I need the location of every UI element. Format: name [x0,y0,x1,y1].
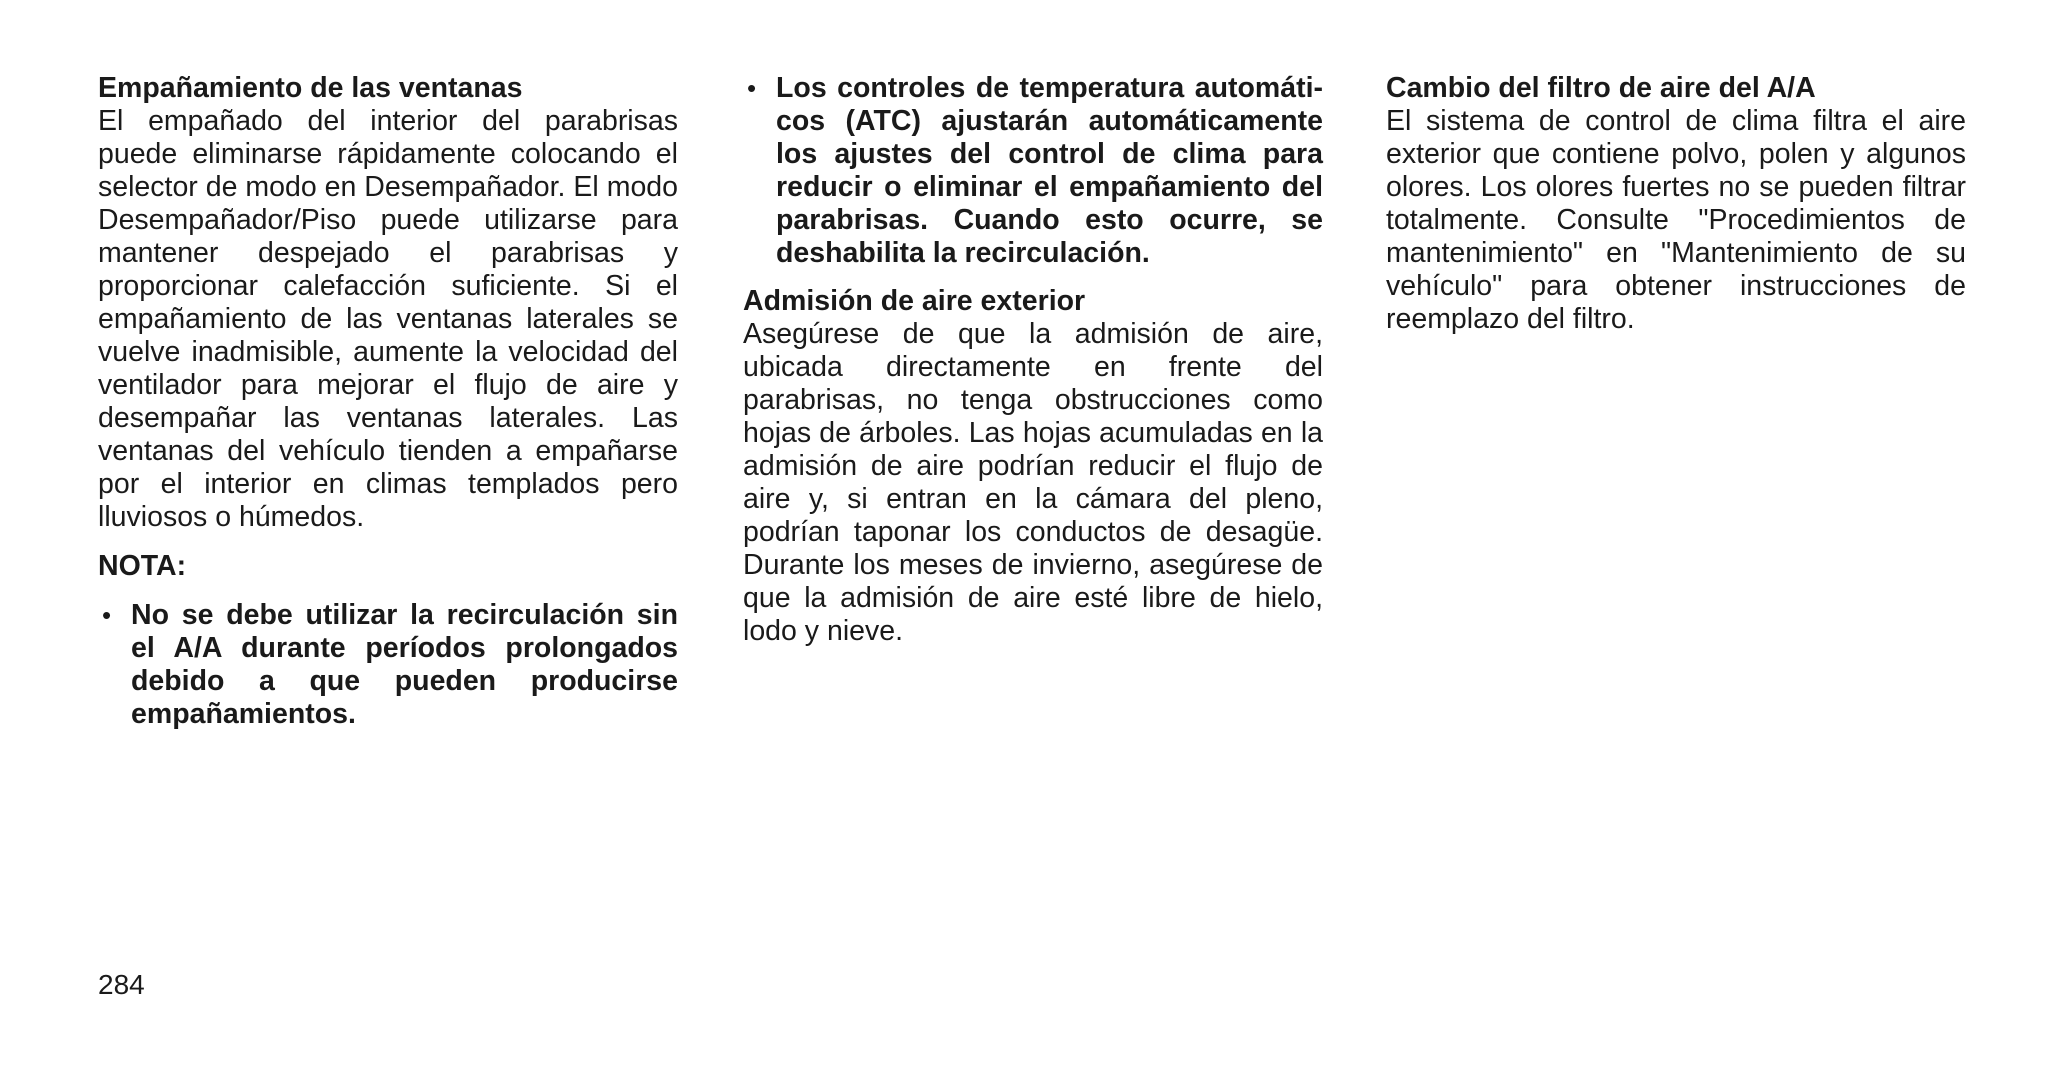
bullet-icon: • [747,73,757,103]
section-heading-outside-air-intake: Admisión de aire exterior [743,285,1086,317]
bullet-icon: • [102,600,112,630]
section-heading-window-fogging: Empañamiento de las ventanas [98,72,523,104]
section-heading-ac-filter: Cambio del filtro de aire del A/A [1386,72,1816,104]
paragraph-window-fogging: El empañado del interior del parabrisas puede eliminarse rápidamente colocando el selector de modo en Desempañador. El modo Desempañador/Piso puede utilizarse para mantener despejado el parabrisas y proporcionar calefacción suficiente. Si el empañamiento de las ventanas laterales se vuelve inadmisible, aumente la velocidad del ventilador para mejorar el flujo de aire y desempañar las ventanas laterales. Las ventanas del vehículo tienden a empañarse por el interior en climas templados pero lluviosos o húmedos. [98,105,678,533]
column-right [1386,72,1966,336]
column-middle [743,72,1323,648]
atc-bullet-text: Los controles de temperatura automáticos (ATC) ajustarán automáticamente los ajustes del control de clima para reducir o eliminar el empañamiento del parabrisas. Cuando esto ocurre, se deshabilita la recirculación. [776,72,1323,269]
paragraph-outside-air-intake: Asegúrese de que la admisión de aire, ubicada directamente en frente del parabrisas, no tenga obstrucciones como hojas de árboles. Las hojas acumuladas en la admisión de aire podrían reducir el flujo de aire y, si entran en la cámara del pleno, podrían taponar los conductos de desagüe. Durante los meses de invierno, asegúrese de que la admisión de aire esté libre de hielo, lodo y nieve. [743,318,1323,647]
atc-bullet-item [743,72,1323,270]
atc-bullet-list [743,72,1323,270]
page-number: 284 [98,969,145,1000]
column-left [98,72,678,731]
note-bullet-item [98,599,678,731]
note-label: NOTA: [98,550,187,582]
note-bullet-text: No se debe utilizar la recirculación sin el A/A durante períodos prolongados debido a que pueden producirse empañamientos. [131,599,678,730]
paragraph-ac-filter: El sistema de control de clima filtra el aire exterior que contiene polvo, polen y algunos olores. Los olores fuertes no se pueden filtrar totalmente. Consulte "Procedimientos de mantenimiento" en "Mantenimiento de su vehículo" para obtener instrucciones de reemplazo del filtro. [1386,105,1966,335]
note-bullet-list [98,599,678,731]
